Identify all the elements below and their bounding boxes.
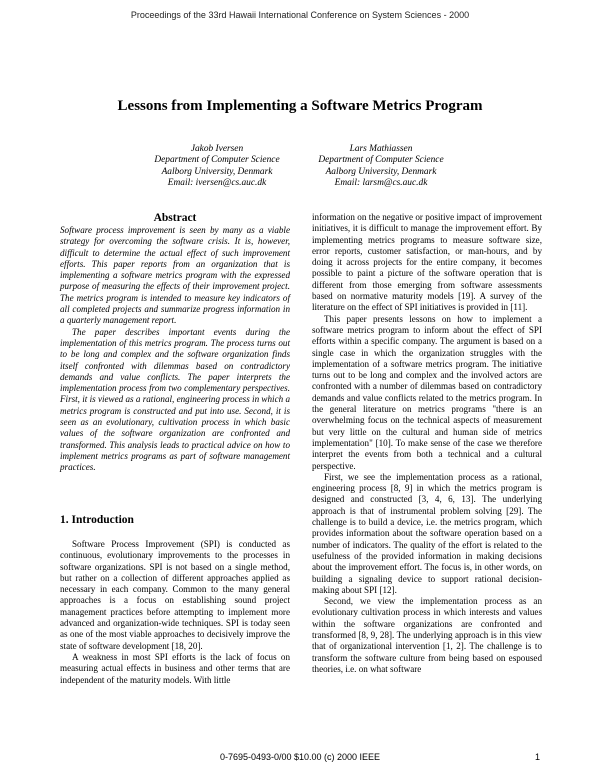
abstract-body xyxy=(60,225,290,474)
abstract-paragraph: The paper describes important events during the implementation of this metrics program. The process turns out to be long and complex and the software organization finds itself confronted with dilemmas based on contradictory demands and value conflicts. The paper interprets the implementation process from two complementary perspectives. First, it is viewed as a rational, engineering process in which a metrics program is constructed and put into use. Second, it is seen as an evolutionary, cultivation process in which basic values of the software organization are confronted and transformed. This analysis leads to practical advice on how to implement metrics programs as part of software management practices. xyxy=(60,326,290,473)
author-department: Department of Computer Science xyxy=(318,155,444,166)
author-block xyxy=(281,144,481,189)
section-heading-introduction: 1. Introduction xyxy=(60,514,134,526)
right-column-body xyxy=(312,212,542,675)
author-email: Email: iversen@cs.auc.dk xyxy=(167,177,267,188)
author-department: Department of Computer Science xyxy=(154,155,280,166)
paper-title: Lessons from Implementing a Software Metrics Program xyxy=(117,98,483,114)
author-name: Lars Mathiassen xyxy=(349,144,413,154)
abstract-heading: Abstract xyxy=(153,212,197,224)
running-header: Proceedings of the 33rd Hawaii International Conference on System Sciences - 2000 xyxy=(130,10,470,20)
introduction-body xyxy=(60,539,290,686)
body-paragraph: Second, we view the implementation process as an evolutionary cultivation process in which interests and values within the software organizations are confronted and transformed [8, 9, 28]. The underlying approach is in this view that of organizational intervention [1, 2]. The challenge is to transform the software culture from being based on espoused theories, i.e. on what software xyxy=(312,596,542,674)
body-paragraph: Software Process Improvement (SPI) is conducted as continuous, evolutionary improvements to the processes in software organizations. SPI is not based on a single method, but rather on a collection of different approaches applied as necessary in each company. Common to the many general approaches is a focus on establishing sound project management practices before attempting to implement more advanced and organization-wide techniques. SPI is today seen as one of the most viable approaches to decisively improve the state of software development [18, 20]. xyxy=(60,539,290,651)
author-email: Email: larsm@cs.auc.dk xyxy=(334,177,428,188)
body-paragraph: First, we see the implementation process as a rational, engineering process [8, 9] in which the metrics program is designed and constructed [3, 4, 6, 13]. The underlying approach is that of instrumental problem solving [29]. The challenge is to build a device, i.e. the metrics program, which provides information about the software operation based on a number of indicators. The quality of the effort is related to the usefulness of the provided information in making decisions about the improvement effort. The focus is, in other words, on building a signaling device to support rational decision-making about SPI [12]. xyxy=(312,471,542,595)
body-paragraph: This paper presents lessons on how to implement a software metrics program to inform about the effect of SPI efforts within a specific company. The argument is based on a single case in which the organization struggles with the implementation of a software metrics program. The initiative turns out to be long and complex and the involved actors are confronted with a number of dilemmas based on contradictory demands and value conflicts related to the metrics program. In the general literature on metrics programs "there is an overwhelming focus on the technical aspects of measurement but very little on the cultural and human side of metrics implementation" [10]. To make sense of the case we therefore interpret the events from both a technical and a cultural perspective. xyxy=(312,313,542,471)
author-university: Aalborg University, Denmark xyxy=(161,166,273,177)
body-paragraph: information on the negative or positive impact of improvement initiatives, it is difficult to manage the improvement effort. By implementing metrics programs to measure software size, error reports, customer satisfaction, or man-hours, and by doing it across projects for the entire company, it becomes possible to paint a picture of the software operation that is different from those emerging from software assessments based on normative maturity models [19]. A survey of the literature on the effect of SPI initiatives is provided in [11]. xyxy=(312,212,542,313)
page-number: 1 xyxy=(535,752,541,762)
author-name: Jakob Iversen xyxy=(190,144,244,154)
body-paragraph: A weakness in most SPI efforts is the lack of focus on measuring actual effects in business and other terms that are independent of the maturity models. With little xyxy=(60,651,290,685)
abstract-paragraph: Software process improvement is seen by many as a viable strategy for overcoming the software crisis. It is, however, difficult to determine the actual effect of such improvement efforts. This paper reports from an organization that is implementing a software metrics program with the expressed purpose of measuring the effects of their improvement project. The metrics program is intended to measure key indicators of all completed projects and summarize progress information in a quarterly management report. xyxy=(60,225,290,326)
author-university: Aalborg University, Denmark xyxy=(325,166,437,177)
copyright-footer: 0-7695-0493-0/00 $10.00 (c) 2000 IEEE xyxy=(219,752,381,762)
